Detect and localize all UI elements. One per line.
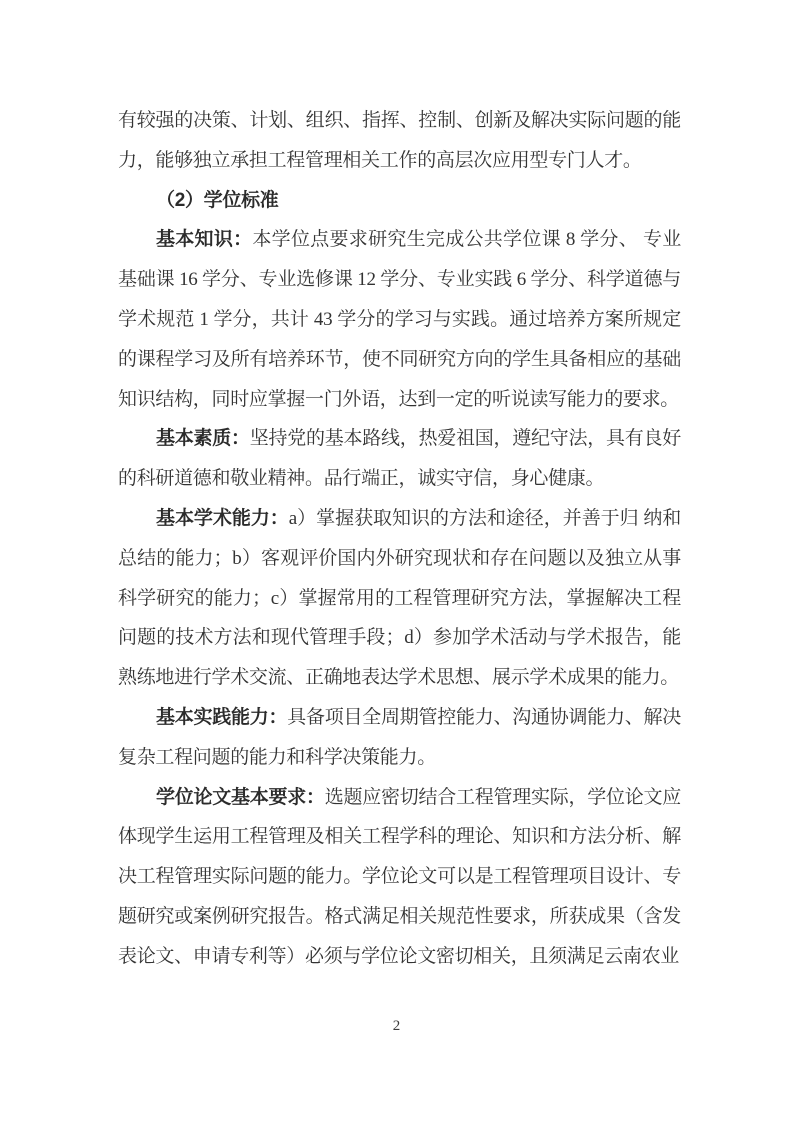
section-heading-degree-standards xyxy=(118,181,681,221)
paragraph-text: 本学位点要求研究生完成公共学位课 8 学分、 专业基础课 16 学分、专业选修课 12 学分、专业实践 6 学分、科学道德与学术规范 1 学分，共计 43 学分的学习与实践。通过培养方案所规定的课程学习及所有培养环节，使不同研究方向的学生具备相应的基础知识结构，同时应掌握一门外语，达到一定的听说读写能力的要求。 xyxy=(118,229,681,410)
paragraph-basic-knowledge xyxy=(118,220,681,419)
paragraph-basic-quality xyxy=(118,419,681,499)
paragraph-text: 坚持党的基本路线，热爱祖国，遵纪守法，具有良好的科研道德和敬业精神。品行端正，诚实守信，身心健康。 xyxy=(118,428,681,490)
paragraph-label: 基本知识： xyxy=(156,229,253,251)
paragraph-text: 具备项目全周期管控能力、沟通协调能力、解决复杂工程问题的能力和科学决策能力。 xyxy=(118,706,681,768)
paragraph-continuation xyxy=(118,101,681,181)
paragraph-text: 有较强的决策、计划、组织、指挥、控制、创新及解决实际问题的能力，能够独立承担工程管理相关工作的高层次应用型专门人才。 xyxy=(118,110,681,171)
paragraph-thesis-requirements xyxy=(118,778,681,977)
paragraph-label: 学位论文基本要求： xyxy=(156,786,325,808)
paragraph-label: 基本实践能力： xyxy=(156,706,288,728)
paragraph-label: 基本学术能力： xyxy=(156,507,289,529)
paragraph-text: a）掌握获取知识的方法和途径，并善于归 纳和总结的能力；b）客观评价国内外研究现状和存在问题以及独立从事科学研究的能力；c）掌握常用的工程管理研究方法，掌握解决工程问题的技术方法和现代管理手段；d）参加学术活动与学术报告，能熟练地进行学术交流、正确地表达学术思想、展示学术成果的能力。 xyxy=(118,507,681,689)
paragraph-label: 基本素质： xyxy=(156,428,250,450)
page-number: 2 xyxy=(392,1018,401,1034)
document-text-block xyxy=(118,101,681,977)
heading-text: （2）学位标准 xyxy=(156,189,279,211)
paragraph-text: 选题应密切结合工程管理实际，学位论文应体现学生运用工程管理及相关工程学科的理论、知识和方法分析、解决工程管理实际问题的能力。学位论文可以是工程管理项目设计、专题研究或案例研究报告。格式满足相关规范性要求，所获成果（含发表论文、申请专利等）必须与学位论文密切相关，且须满足云南农业 xyxy=(118,786,681,967)
paragraph-basic-academic-ability xyxy=(118,499,681,698)
paragraph-basic-practice-ability xyxy=(118,698,681,778)
